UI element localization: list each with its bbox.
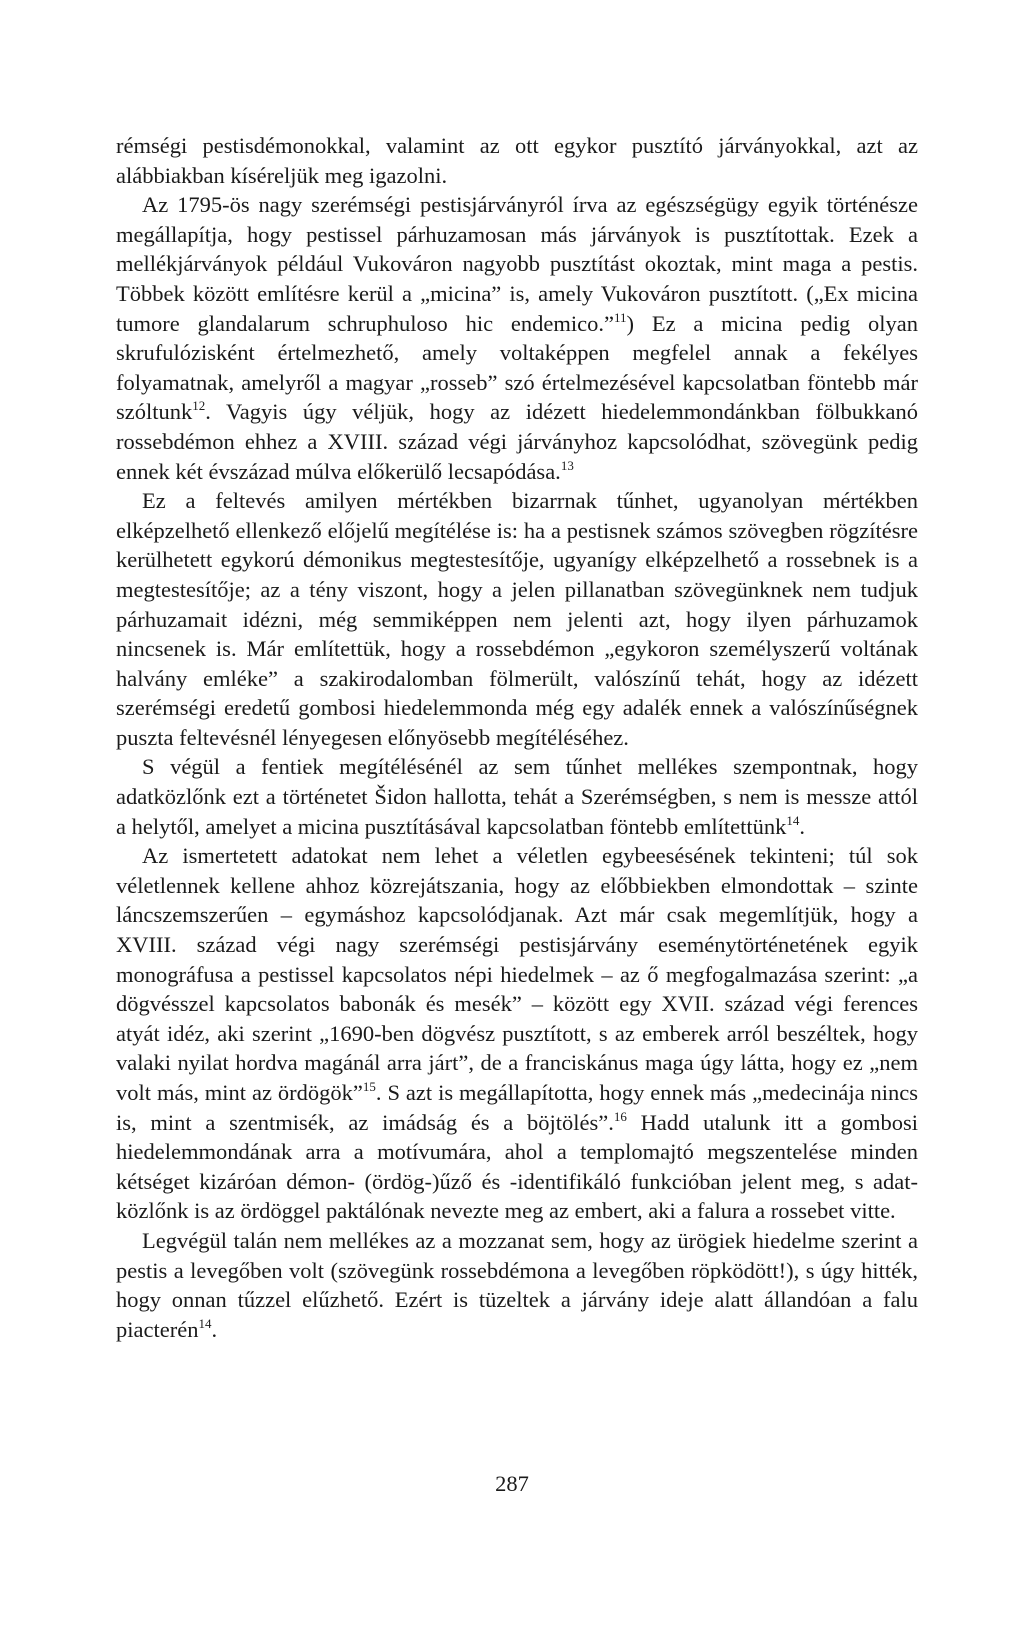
footnote-ref-14: 14 [786,812,800,828]
page-number: 287 [495,1471,529,1496]
paragraph-6 [116,1226,918,1344]
paragraph-5-text-2: . S azt is megállapította, hogy ennek más „medecinája nincs is, mint a szentmisék, az imádság és a böjtölés”. [116,1080,918,1135]
footnote-ref-13: 13 [560,457,574,473]
paragraph-4-text-2: . [799,813,806,839]
footnote-ref-15: 15 [362,1079,376,1094]
footnote-ref-12: 12 [192,398,206,414]
paragraph-2-text-2: ) Ez a micina pedig olyan skrufulózisként értelmezhető, amely voltaképpen megfelel annak a fekélyes folyamatnak, amelyről a magyar „rosseb” szó értelmezésével kapcsolatban föntebb már szóltunk [116,310,918,425]
footnote-ref-16: 16 [613,1108,627,1124]
paragraph-6-text-1: Legvégül talán nem mellékes az a mozzanat sem, hogy az ürögiek hiedelme szerint a pestis a levegőben volt (szövegünk rossebdémona a levegőben röpködött!), s úgy hitték, hogy onnan tűzzel elűzhető. Ezért is tüzeltek a járvány ideje alatt állandóan a falu piacterén [116,1227,918,1342]
paragraph-2-text-1: Az 1795-ös nagy szerémségi pestisjárványról írva az egészségügy egyik történésze megállapítja, hogy pestissel párhuzamosan más járványok is pusztítottak. Ezek a mellékjárványok például Vukováron nagyobb pusztítást okoztak, mint maga a pestis. Többek között említésre kerül a „micina” is, amely Vukováron pusztított. („Ex micina tumore glandalarum schruphuloso hic endemico.” [116,192,918,336]
paragraph-5-text-3: Hadd utalunk itt a gombosi hiedelemmondának arra a motívumára, ahol a templomajtó megszentelése minden kétséget kizáróan démon- (ördög-)űző és -identifikáló funkcióban jelent meg, s adatközlőnk is az ördöggel paktálónak nevezte meg az embert, aki a falura a rossebet vitte. [116,1109,919,1224]
paragraph-2 [116,190,918,486]
paragraph-2-text-3: . Vagyis úgy véljük, hogy az idézett hiedelemmondánkban fölbukkanó rossebdémon ehhez a XVIII. század végi járványhoz kapcsolódhat, szövegünk pedig ennek két évszázad múlva előkerülő lecsapódása. [116,399,918,484]
paragraph-1-text-1: rémségi pestisdémonokkal, valamint az ott egykor pusztító járványokkal, azt az alábbiakban kíséreljük meg igazolni. [116,133,918,188]
paragraph-5 [116,841,918,1226]
page-body [116,131,918,1344]
paragraph-5-text-1: Az ismertetett adatokat nem lehet a véletlen egybeesésének tekinteni; túl sok véletlennek kellene ahhoz közrejátszania, hogy az előbbiekben elmondottak – szinte láncszemszerűen – egymáshoz kapcsolódjanak. Azt már csak megemlítjük, hogy a XVIII. század végi nagy szerémségi pestisjárvány eseménytörténetének egyik monográfusa a pestissel kapcsolatos népi hiedelmek – az ő megfogalmazása szerint: „a dögvésszel kapcsolatos babonák és mesék” – között egy XVII. század végi ferences atyát idéz, aki szerint „1690-ben dögvész pusztított, s az emberek arról beszéltek, hogy valaki nyilat hordva magánál arra járt”, de a franciskánus maga úgy látta, hogy ez „nem volt más, mint az ördögök” [116,843,918,1105]
footnote-ref-11: 11 [614,309,627,325]
paragraph-3-text-1: Ez a feltevés amilyen mértékben bizarrnak tűnhet, ugyanolyan mértékben elképzelhető ellenkező előjelű megítélése is: ha a pestisnek számos szövegben rögzítésre kerülhetett egykorú démonikus megtestesítője, ugyanígy elképzelhető a rossebnek is a megtestesítője; az a tény viszont, hogy a jelen pillanatban szövegünknek nem tudjuk párhuzamait idézni, még semmiképpen nem jelenti azt, hogy ilyen párhuzamok nincsenek is. Már említettük, hogy a rossebdémon „egykoron személyszerű voltának halvány emléke” a szakirodalomban fölmerült, valószínű tehát, hogy az idézett szerémségi eredetű gombosi hiedelemmonda még egy adalék ennek a valószínűségnek puszta feltevésnél lényegesen előnyösebb megítéléséhez. [116,488,918,750]
footnote-ref-14-second: 14 [198,1315,212,1331]
paragraph-1 [116,131,918,190]
paragraph-4 [116,752,918,841]
paragraph-4-text-1: S végül a fentiek megítélésénél az sem tűnhet mellékes szempontnak, hogy adatközlőnk ezt a történetet Šidon hallotta, tehát a Szerémségben, s nem is messze attól a helytől, amelyet a micina pusztításával kapcsolatban föntebb említettünk [116,754,918,839]
paragraph-3 [116,486,918,752]
paragraph-6-text-2: . [211,1316,218,1342]
